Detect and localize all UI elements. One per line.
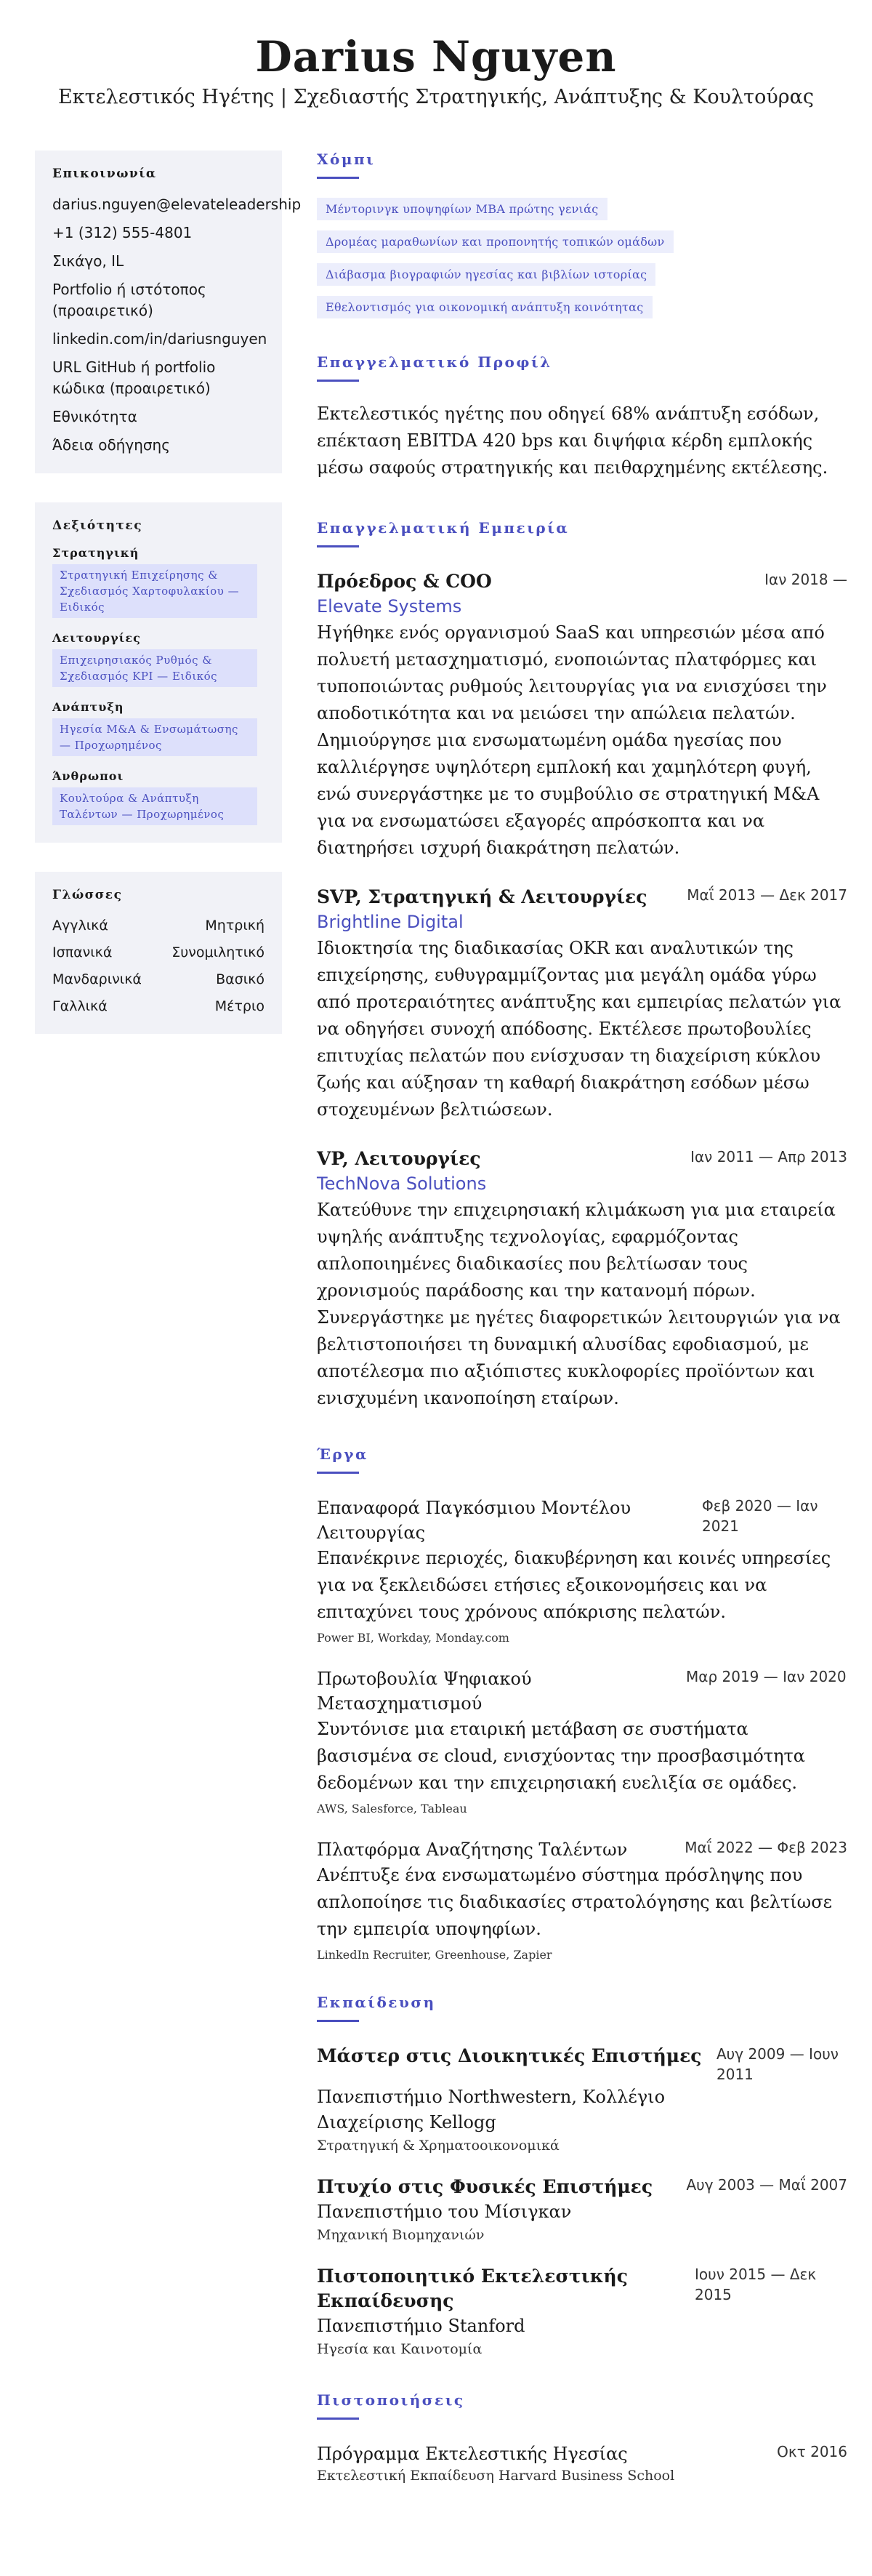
- skill-group: [52, 546, 265, 618]
- project-description: Συντόνισε μια εταιρική μετάβαση σε συστήματα βασισμένα σε cloud, ενισχύοντας την προσβασιμότητα δεδομένων και την επιχειρησιακή ευελιξία σε ομάδες.: [317, 1719, 805, 1793]
- certification-date: Οκτ 2016: [777, 2443, 847, 2460]
- hobbies-section: [317, 151, 847, 329]
- experience-company: TechNova Solutions: [317, 1173, 487, 1194]
- experience-role: SVP, Στρατηγική & Λειτουργίες: [317, 886, 647, 907]
- sidebar: [35, 151, 302, 1063]
- section-divider: [317, 1472, 359, 1474]
- experience-title: Επαγγελματική Εμπειρία: [317, 519, 570, 537]
- project-description: Ανέπτυξε ένα ενσωματωμένο σύστημα πρόσληψης που απλοποίησε τις διαδικασίες στρατολόγησης και βελτίωσε την εμπειρία υποψηφίων.: [317, 1865, 833, 1939]
- education-date: Ιουν 2015 — Δεκ 2015: [695, 2266, 817, 2303]
- hobby-tag: Διάβασμα βιογραφιών ηγεσίας και βιβλίων ιστορίας: [317, 263, 655, 286]
- section-divider: [317, 380, 359, 382]
- candidate-name: Darius Nguyen: [255, 32, 617, 81]
- section-divider: [317, 177, 359, 179]
- project-entry: [317, 1666, 847, 1818]
- section-divider: [317, 2020, 359, 2022]
- experience-company: Brightline Digital: [317, 912, 464, 932]
- contact-github[interactable]: URL GitHub ή portfolio κώδικα (προαιρετικό): [52, 358, 216, 397]
- contact-linkedin[interactable]: linkedin.com/in/dariusnguyen: [52, 330, 267, 348]
- hobby-tag: Εθελοντισμός για οικονομική ανάπτυξη κοινότητας: [317, 296, 653, 318]
- language-name: Αγγλικά: [52, 918, 108, 934]
- experience-entry: [317, 569, 847, 862]
- contact-location: Σικάγο, IL: [52, 252, 124, 270]
- certifications-section: [317, 2391, 847, 2485]
- certifications-title: Πιστοποιήσεις: [317, 2391, 465, 2409]
- experience-date: Ιαν 2018 —: [764, 571, 847, 588]
- language-name: Μανδαρινικά: [52, 971, 142, 987]
- education-field: Στρατηγική & Χρηματοοικονομικά: [317, 2138, 560, 2154]
- skill-group: [52, 700, 265, 756]
- education-degree: Πιστοποιητικό Εκτελεστικής Εκπαίδευσης: [317, 2266, 628, 2311]
- education-school: Πανεπιστήμιο Stanford: [317, 2316, 525, 2336]
- projects-section: [317, 1445, 847, 1965]
- experience-entry: [317, 1147, 847, 1412]
- contact-license: Άδεια οδήγησης: [52, 436, 170, 454]
- project-name: Πλατφόρμα Αναζήτησης Ταλέντων: [317, 1839, 628, 1860]
- skill-group: [52, 631, 265, 687]
- main-content: [317, 151, 847, 2485]
- education-date: Αυγ 2003 — Μαΐ 2007: [686, 2176, 847, 2194]
- section-divider: [317, 2417, 359, 2420]
- experience-role: Πρόεδρος & COO: [317, 571, 492, 592]
- language-name: Ισπανικά: [52, 944, 113, 960]
- skill-tag: Στρατηγική Επιχείρησης & Σχεδιασμός Χαρτοφυλακίου — Ειδικός: [52, 564, 257, 618]
- skill-tag: Κουλτούρα & Ανάπτυξη Ταλέντων — Προχωρημένος: [52, 787, 257, 825]
- education-entry: [317, 2264, 847, 2359]
- education-school: Πανεπιστήμιο Northwestern, Κολλέγιο Διαχείρισης Kellogg: [317, 2087, 666, 2132]
- project-name: Επαναφορά Παγκόσμιου Μοντέλου Λειτουργίας: [317, 1498, 631, 1543]
- contact-email[interactable]: darius.nguyen@elevateleadership: [52, 196, 302, 213]
- education-entry: [317, 2175, 847, 2245]
- project-tech: LinkedIn Recruiter, Greenhouse, Zapier: [317, 1948, 552, 1962]
- candidate-headline: Εκτελεστικός Ηγέτης | Σχεδιαστής Στρατηγικής, Ανάπτυξης & Κουλτούρας: [57, 86, 815, 108]
- education-section: [317, 1994, 847, 2359]
- project-entry: [317, 1837, 847, 1965]
- contact-portfolio[interactable]: Portfolio ή ιστότοπος (προαιρετικό): [52, 281, 206, 319]
- languages-card: [35, 872, 282, 1034]
- skills-title: Δεξιότητες: [52, 518, 143, 533]
- experience-company: Elevate Systems: [317, 596, 462, 617]
- certification-issuer: Εκτελεστική Εκπαίδευση Harvard Business School: [317, 2468, 675, 2484]
- project-name: Πρωτοβουλία Ψηφιακού Μετασχηματισμού: [317, 1669, 532, 1714]
- education-school: Πανεπιστήμιο του Μίσιγκαν: [317, 2202, 572, 2222]
- project-date: Μαΐ 2022 — Φεβ 2023: [685, 1839, 847, 1856]
- resume-header: [0, 0, 872, 108]
- education-entry: [317, 2044, 847, 2156]
- languages-title: Γλώσσες: [52, 888, 123, 902]
- contact-card: [35, 151, 302, 473]
- skill-tag: Ηγεσία M&A & Ενσωμάτωσης — Προχωρημένος: [52, 718, 257, 756]
- experience-section: [317, 519, 847, 1412]
- project-tech: Power BI, Workday, Monday.com: [317, 1631, 509, 1645]
- language-row: [52, 942, 265, 963]
- skill-category: Ανάπτυξη: [52, 700, 124, 714]
- experience-description: Ηγήθηκε ενός οργανισμού SaaS και υπηρεσιών μέσα από πολυετή μετασχηματισμό, ενοποιώντας πλατφόρμες και τυποποιώντας ρυθμούς λειτουργίας για να ενισχύσει την αποδοτικότητα και να μειώσει την απώλεια πελατών. Δημιούργησε μια ενσωματωμένη ομάδα ηγεσίας που καλλιέργησε υψηλότερη εμπλοκή και χαμηλότερη φυγή, ενώ συνεργάστηκε με το συμβούλιο σε στρατηγική M&A για να ενσωματώσει εξαγορές απρόσκοπτα και να διατηρήσει ισχυρή διακράτηση πελατών.: [317, 622, 827, 858]
- project-tech: AWS, Salesforce, Tableau: [317, 1802, 467, 1815]
- skill-category: Άνθρωποι: [52, 769, 124, 783]
- skill-group: [52, 769, 265, 825]
- hobby-tag: Δρομέας μαραθωνίων και προπονητής τοπικών ομάδων: [317, 230, 674, 253]
- education-field: Μηχανική Βιομηχανιών: [317, 2227, 485, 2243]
- project-date: Φεβ 2020 — Ιαν 2021: [702, 1497, 818, 1535]
- skill-category: Λειτουργίες: [52, 631, 141, 645]
- projects-title: Έργα: [317, 1445, 368, 1463]
- language-row: [52, 969, 265, 990]
- education-degree: Πτυχίο στις Φυσικές Επιστήμες: [317, 2176, 653, 2197]
- profile-text: Εκτελεστικός ηγέτης που οδηγεί 68% ανάπτυξη εσόδων, επέκταση EBITDA 420 bps και διψήφια κέρδη εμπλοκής μέσω σαφούς στρατηγικής και πειθαρχημένης εκτέλεσης.: [317, 404, 828, 478]
- project-date: Μαρ 2019 — Ιαν 2020: [686, 1668, 847, 1685]
- experience-description: Ιδιοκτησία της διαδικασίας OKR και αναλυτικών της επιχείρησης, ευθυγραμμίζοντας μια μεγάλη ομάδα γύρω από προτεραιότητες ανάπτυξης και εμπειρίας πελατών για να οδηγήσει συνοχή απόδοσης. Εκτέλεσε πρωτοβουλίες επιτυχίας πελατών που ενίσχυσαν τη διαχείριση κύκλου ζωής και αύξησαν τη καθαρή διακράτηση εσόδων μέσω στοχευμένων βελτιώσεων.: [317, 938, 841, 1120]
- education-field: Ηγεσία και Καινοτομία: [317, 2341, 483, 2357]
- profile-title: Επαγγελματικό Προφίλ: [317, 353, 552, 371]
- language-level: Μητρική: [205, 918, 265, 934]
- language-row: [52, 915, 265, 936]
- certification-entry: [317, 2441, 847, 2485]
- experience-description: Κατεύθυνε την επιχειρησιακή κλιμάκωση για μια εταιρεία υψηλής ανάπτυξης τεχνολογίας, εφαρμόζοντας απλοποιημένες διαδικασίες που βελτίωσαν τους χρονισμούς παράδοσης και την κατανομή πόρων. Συνεργάστηκε με ηγέτες διαφορετικών λειτουργιών για να βελτιστοποιήσει τη δυναμική αλυσίδας εφοδιασμού, με αποτέλεσμα πιο αξιόπιστες κυκλοφορίες προϊόντων και ενισχυμένη ικανοποίηση εταίρων.: [317, 1200, 841, 1408]
- skill-category: Στρατηγική: [52, 546, 140, 560]
- language-level: Μέτριο: [214, 998, 265, 1014]
- education-title: Εκπαίδευση: [317, 1994, 436, 2011]
- project-description: Επανέκρινε περιοχές, διακυβέρνηση και κοινές υπηρεσίες για να ξεκλειδώσει ετήσιες εξοικονομήσεις και να επιταχύνει τους χρόνους απόκρισης πελατών.: [317, 1548, 831, 1622]
- hobbies-title: Χόμπι: [317, 151, 376, 168]
- experience-date: Μαΐ 2013 — Δεκ 2017: [687, 886, 847, 904]
- experience-entry: [317, 885, 847, 1123]
- experience-date: Ιαν 2011 — Απρ 2013: [690, 1148, 847, 1165]
- education-degree: Μάστερ στις Διοικητικές Επιστήμες: [317, 2045, 702, 2066]
- skill-tag: Επιχειρησιακός Ρυθμός & Σχεδιασμός KPI — Ειδικός: [52, 649, 257, 687]
- profile-section: [317, 353, 847, 481]
- language-row: [52, 996, 265, 1016]
- experience-role: VP, Λειτουργίες: [317, 1148, 481, 1169]
- language-level: Συνομιλητικό: [171, 944, 265, 960]
- education-date: Αυγ 2009 — Ιουν 2011: [716, 2045, 839, 2083]
- contact-title: Επικοινωνία: [52, 166, 157, 181]
- hobby-tag: Μέντορινγκ υποψηφίων MBA πρώτης γενιάς: [317, 198, 607, 220]
- project-entry: [317, 1496, 847, 1648]
- section-divider: [317, 545, 359, 547]
- certification-name: Πρόγραμμα Εκτελεστικής Ηγεσίας: [317, 2444, 628, 2464]
- contact-nationality: Εθνικότητα: [52, 408, 137, 425]
- language-level: Βασικό: [216, 971, 265, 987]
- skills-card: [35, 502, 282, 843]
- language-name: Γαλλικά: [52, 998, 108, 1014]
- contact-phone[interactable]: +1 (312) 555-4801: [52, 224, 193, 241]
